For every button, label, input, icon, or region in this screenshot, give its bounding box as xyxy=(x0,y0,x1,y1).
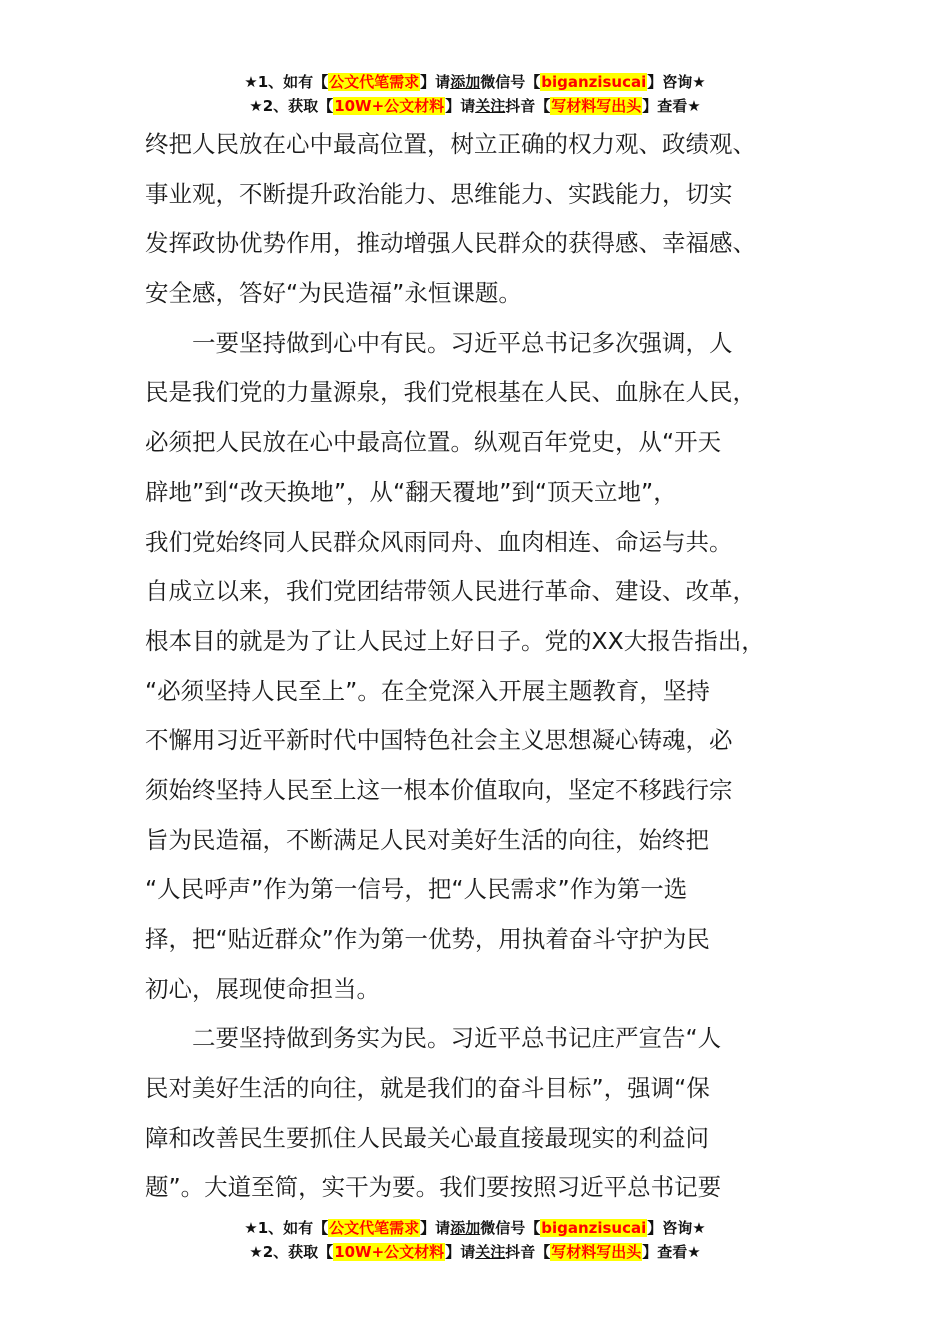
footer-highlight-wechat-id: biganzisucai xyxy=(541,1219,647,1237)
header-line-2-suffix: 】查看★ xyxy=(642,97,701,115)
header-line-2-mid1: 】请 xyxy=(445,97,476,115)
body-text-line: 民对美好生活的向往，就是我们的奋斗目标”，强调“保 xyxy=(145,1074,710,1103)
header-line-2 xyxy=(0,94,950,118)
header-highlight-service: 公文代笔需求 xyxy=(329,73,420,91)
footer-underline-follow: 关注 xyxy=(475,1243,506,1261)
body-text-line: 一要坚持做到心中有民。习近平总书记多次强调，人 xyxy=(145,328,733,357)
body-text-line: 须始终坚持人民至上这一根本价值取向，坚定不移践行宗 xyxy=(145,775,733,804)
footer-banner xyxy=(0,1216,950,1264)
footer-underline-add: 添加 xyxy=(450,1219,481,1237)
body-text-line: “必须坚持人民至上”。在全党深入开展主题教育，坚持 xyxy=(145,676,710,705)
body-text-line: 根本目的就是为了让人民过上好日子。党的XX大报告指出， xyxy=(145,626,765,655)
footer-line-1-suffix: 】咨询★ xyxy=(647,1219,706,1237)
body-text-line: 安全感，答好“为民造福”永恒课题。 xyxy=(145,279,522,308)
header-line-1-mid1: 】请 xyxy=(420,73,451,91)
body-text-line: 发挥政协优势作用，推动增强人民群众的获得感、幸福感、 xyxy=(145,229,756,258)
footer-line-2-mid1: 】请 xyxy=(445,1243,476,1261)
body-text-line: 必须把人民放在心中最高位置。纵观百年党史，从“开天 xyxy=(145,428,722,457)
footer-line-2-prefix: ★2、获取【 xyxy=(249,1243,334,1261)
body-text-line: 初心，展现使命担当。 xyxy=(145,974,380,1003)
footer-line-2 xyxy=(0,1240,950,1264)
body-text-line: 二要坚持做到务实为民。习近平总书记庄严宣告“人 xyxy=(145,1024,722,1053)
body-text-line: 终把人民放在心中最高位置，树立正确的权力观、政绩观、 xyxy=(145,130,756,158)
header-highlight-wechat-id: biganzisucai xyxy=(541,73,647,91)
footer-highlight-materials: 10W+公文材料 xyxy=(334,1243,445,1261)
body-text-line: 不懈用习近平新时代中国特色社会主义思想凝心铸魂，必 xyxy=(145,726,733,755)
body-text-line: 障和改善民生要抓住人民最关心最直接最现实的利益问 xyxy=(145,1123,709,1152)
footer-highlight-service: 公文代笔需求 xyxy=(329,1219,420,1237)
header-line-1-prefix: ★1、如有【 xyxy=(244,73,329,91)
footer-line-1-mid2: 微信号【 xyxy=(480,1219,541,1237)
header-highlight-materials: 10W+公文材料 xyxy=(334,97,445,115)
body-text-line: 我们党始终同人民群众风雨同舟、血肉相连、命运与共。 xyxy=(145,527,733,556)
body-text-line: 自成立以来，我们党团结带领人民进行革命、建设、改革， xyxy=(145,577,756,606)
footer-line-1-prefix: ★1、如有【 xyxy=(244,1219,329,1237)
body-text-line: 旨为民造福，不断满足人民对美好生活的向往，始终把 xyxy=(145,825,709,854)
footer-line-1 xyxy=(0,1216,950,1240)
header-line-2-mid2: 抖音【 xyxy=(505,97,551,115)
header-banner xyxy=(0,70,950,118)
document-body xyxy=(145,120,805,1213)
footer-line-2-suffix: 】查看★ xyxy=(642,1243,701,1261)
header-line-1 xyxy=(0,70,950,94)
footer-highlight-douyin: 写材料写出头 xyxy=(551,1243,642,1261)
body-text-line: 民是我们党的力量源泉，我们党根基在人民、血脉在人民， xyxy=(145,378,756,407)
header-underline-follow: 关注 xyxy=(475,97,506,115)
body-text-line: 辟地”到“改天换地”，从“翻天覆地”到“顶天立地”， xyxy=(145,477,677,506)
body-text-line: 择，把“贴近群众”作为第一优势，用执着奋斗守护为民 xyxy=(145,925,710,953)
body-text-line: 事业观，不断提升政治能力、思维能力、实践能力，切实 xyxy=(145,179,733,208)
header-line-2-prefix: ★2、获取【 xyxy=(249,97,334,115)
footer-line-2-mid2: 抖音【 xyxy=(505,1243,551,1261)
header-line-1-suffix: 】咨询★ xyxy=(647,73,706,91)
body-text-line: “人民呼声”作为第一信号，把“人民需求”作为第一选 xyxy=(145,875,688,904)
footer-line-1-mid1: 】请 xyxy=(420,1219,451,1237)
header-highlight-douyin: 写材料写出头 xyxy=(551,97,642,115)
body-text-line: 题”。大道至简，实干为要。我们要按照习近平总书记要 xyxy=(145,1173,722,1202)
header-line-1-mid2: 微信号【 xyxy=(480,73,541,91)
header-underline-add: 添加 xyxy=(450,73,481,91)
